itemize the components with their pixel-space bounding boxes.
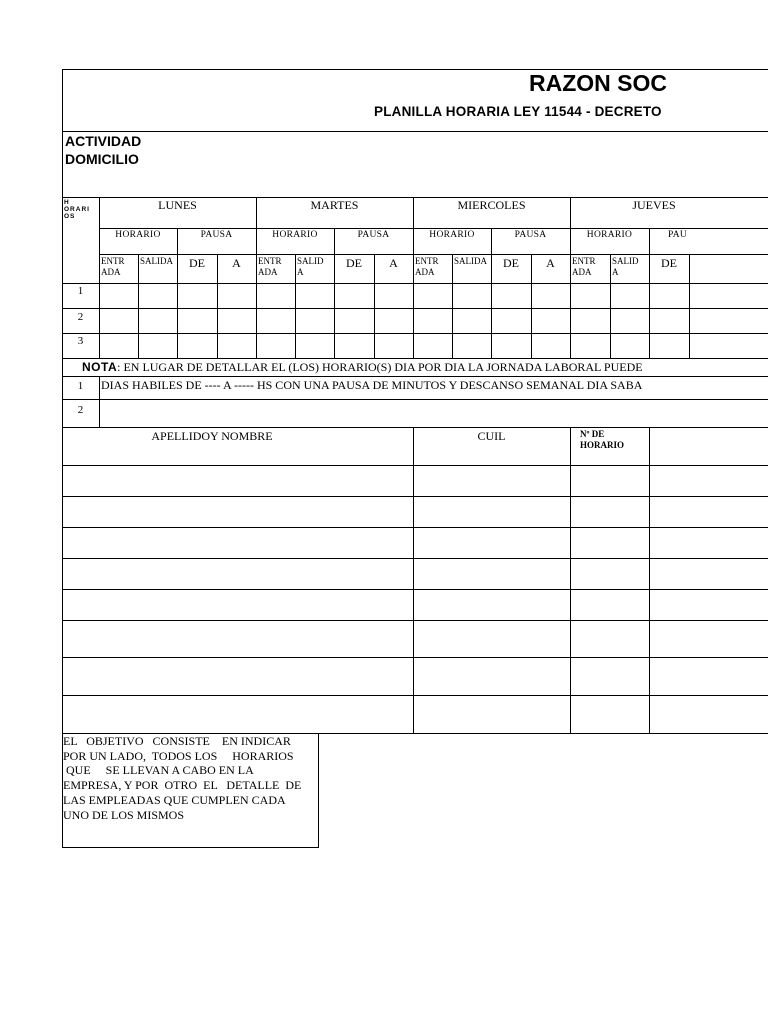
nota-line xyxy=(82,360,643,375)
schedule-header-bottom xyxy=(99,254,768,255)
salida-header: SALID A xyxy=(612,256,639,277)
schedule-row-number: 3 xyxy=(77,335,84,347)
header-bottom-border xyxy=(62,131,768,132)
col-line xyxy=(256,197,257,358)
pausa-header: PAU xyxy=(668,230,688,240)
day-header-lunes: LUNES xyxy=(158,198,197,212)
horario-header: HORARIO xyxy=(586,230,633,240)
employees-col-line xyxy=(413,427,414,733)
col-line xyxy=(491,228,492,358)
employees-col-line xyxy=(570,427,571,733)
horarios-label: H ORARI OS xyxy=(64,199,90,220)
employees-header-bottom xyxy=(62,465,768,466)
left-border xyxy=(62,69,63,734)
salida-header: SALIDA xyxy=(140,256,173,266)
col-line xyxy=(570,197,571,358)
col-line xyxy=(610,254,611,358)
pausa-header: PAUSA xyxy=(514,230,547,240)
nota-row-number: 1 xyxy=(77,380,84,392)
apellido-nombre-header: APELLIDOY NOMBRE xyxy=(151,429,273,443)
col-line xyxy=(295,254,296,358)
nota-col-line xyxy=(99,376,100,427)
col-line xyxy=(99,197,100,358)
employees-row-line xyxy=(62,695,768,696)
salida-header: SALIDA xyxy=(454,256,487,266)
de-header: DE xyxy=(346,256,362,270)
pausa-header: PAUSA xyxy=(200,230,233,240)
footer-box-right xyxy=(318,733,319,847)
cuil-header: CUIL xyxy=(477,429,506,443)
horario-header: HORARIO xyxy=(115,230,161,240)
nota-bottom-border xyxy=(62,427,768,428)
day-header-martes: MARTES xyxy=(310,198,359,212)
col-line xyxy=(334,228,335,358)
day-header-jueves: JUEVES xyxy=(632,198,676,212)
schedule-subheader-line xyxy=(99,228,768,229)
employees-col-line xyxy=(649,427,650,733)
entrada-header: ENTR ADA xyxy=(101,256,125,277)
employees-row-line xyxy=(62,558,768,559)
nota-row-line xyxy=(62,399,768,400)
planilla-subtitle: PLANILLA HORARIA LEY 11544 - DECRETO xyxy=(374,104,662,119)
col-line xyxy=(177,228,178,358)
col-line xyxy=(689,254,690,358)
nota-label: NOTA xyxy=(82,360,118,374)
schedule-bottom-border xyxy=(62,358,768,359)
horario-header: HORARIO xyxy=(429,230,475,240)
domicilio-label: DOMICILIO xyxy=(65,151,139,167)
col-line xyxy=(649,228,650,358)
employees-row-line xyxy=(62,657,768,658)
actividad-label: ACTIVIDAD xyxy=(65,133,142,149)
a-header: A xyxy=(389,256,398,270)
footer-note: EL OBJETIVO CONSISTE EN INDICAR POR UN LADO, TODOS LOS HORARIOS QUE SE LLEVAN A CABO EN LA EMPRESA, Y POR OTRO EL DETALLE DE LAS EMPLEADAS QUE CUMPLEN CADA UNO DE LOS MISMOS xyxy=(63,734,302,822)
pausa-header: PAUSA xyxy=(357,230,390,240)
a-header: A xyxy=(232,256,241,270)
entrada-header: ENTR ADA xyxy=(415,256,439,277)
de-header: DE xyxy=(503,256,519,270)
salida-header: SALID A xyxy=(297,256,324,277)
nota-row-number: 2 xyxy=(77,404,84,416)
nota-top-border xyxy=(62,376,768,377)
a-header: A xyxy=(546,256,555,270)
col-line xyxy=(413,197,414,358)
de-header: DE xyxy=(661,256,677,270)
nota-text: : EN LUGAR DE DETALLAR EL (LOS) HORARIO(S) DIA POR DIA LA JORNADA LABORAL PUEDE xyxy=(117,360,643,374)
employees-row-line xyxy=(62,527,768,528)
horario-header: HORARIO xyxy=(272,230,318,240)
schedule-row-line xyxy=(62,308,768,309)
col-line xyxy=(452,254,453,358)
day-header-miercoles: MIERCOLES xyxy=(457,198,526,212)
company-name-title: RAZON SOC xyxy=(529,70,667,96)
schedule-row-line xyxy=(62,333,768,334)
schedule-row-number: 1 xyxy=(77,285,84,297)
employees-row-line xyxy=(62,496,768,497)
schedule-row-line xyxy=(62,283,768,284)
nro-horario-header: Nº DE HORARIO xyxy=(580,429,625,450)
schedule-row-number: 2 xyxy=(77,311,84,323)
employees-row-line xyxy=(62,620,768,621)
nota-row-text: DIAS HABILES DE ---- A ----- HS CON UNA PAUSA DE MINUTOS Y DESCANSO SEMANAL DIA SABA xyxy=(101,378,643,392)
entrada-header: ENTR ADA xyxy=(572,256,596,277)
employees-row-line xyxy=(62,589,768,590)
de-header: DE xyxy=(189,256,205,270)
col-line xyxy=(138,254,139,358)
footer-box-bottom xyxy=(62,847,319,848)
entrada-header: ENTR ADA xyxy=(258,256,282,277)
